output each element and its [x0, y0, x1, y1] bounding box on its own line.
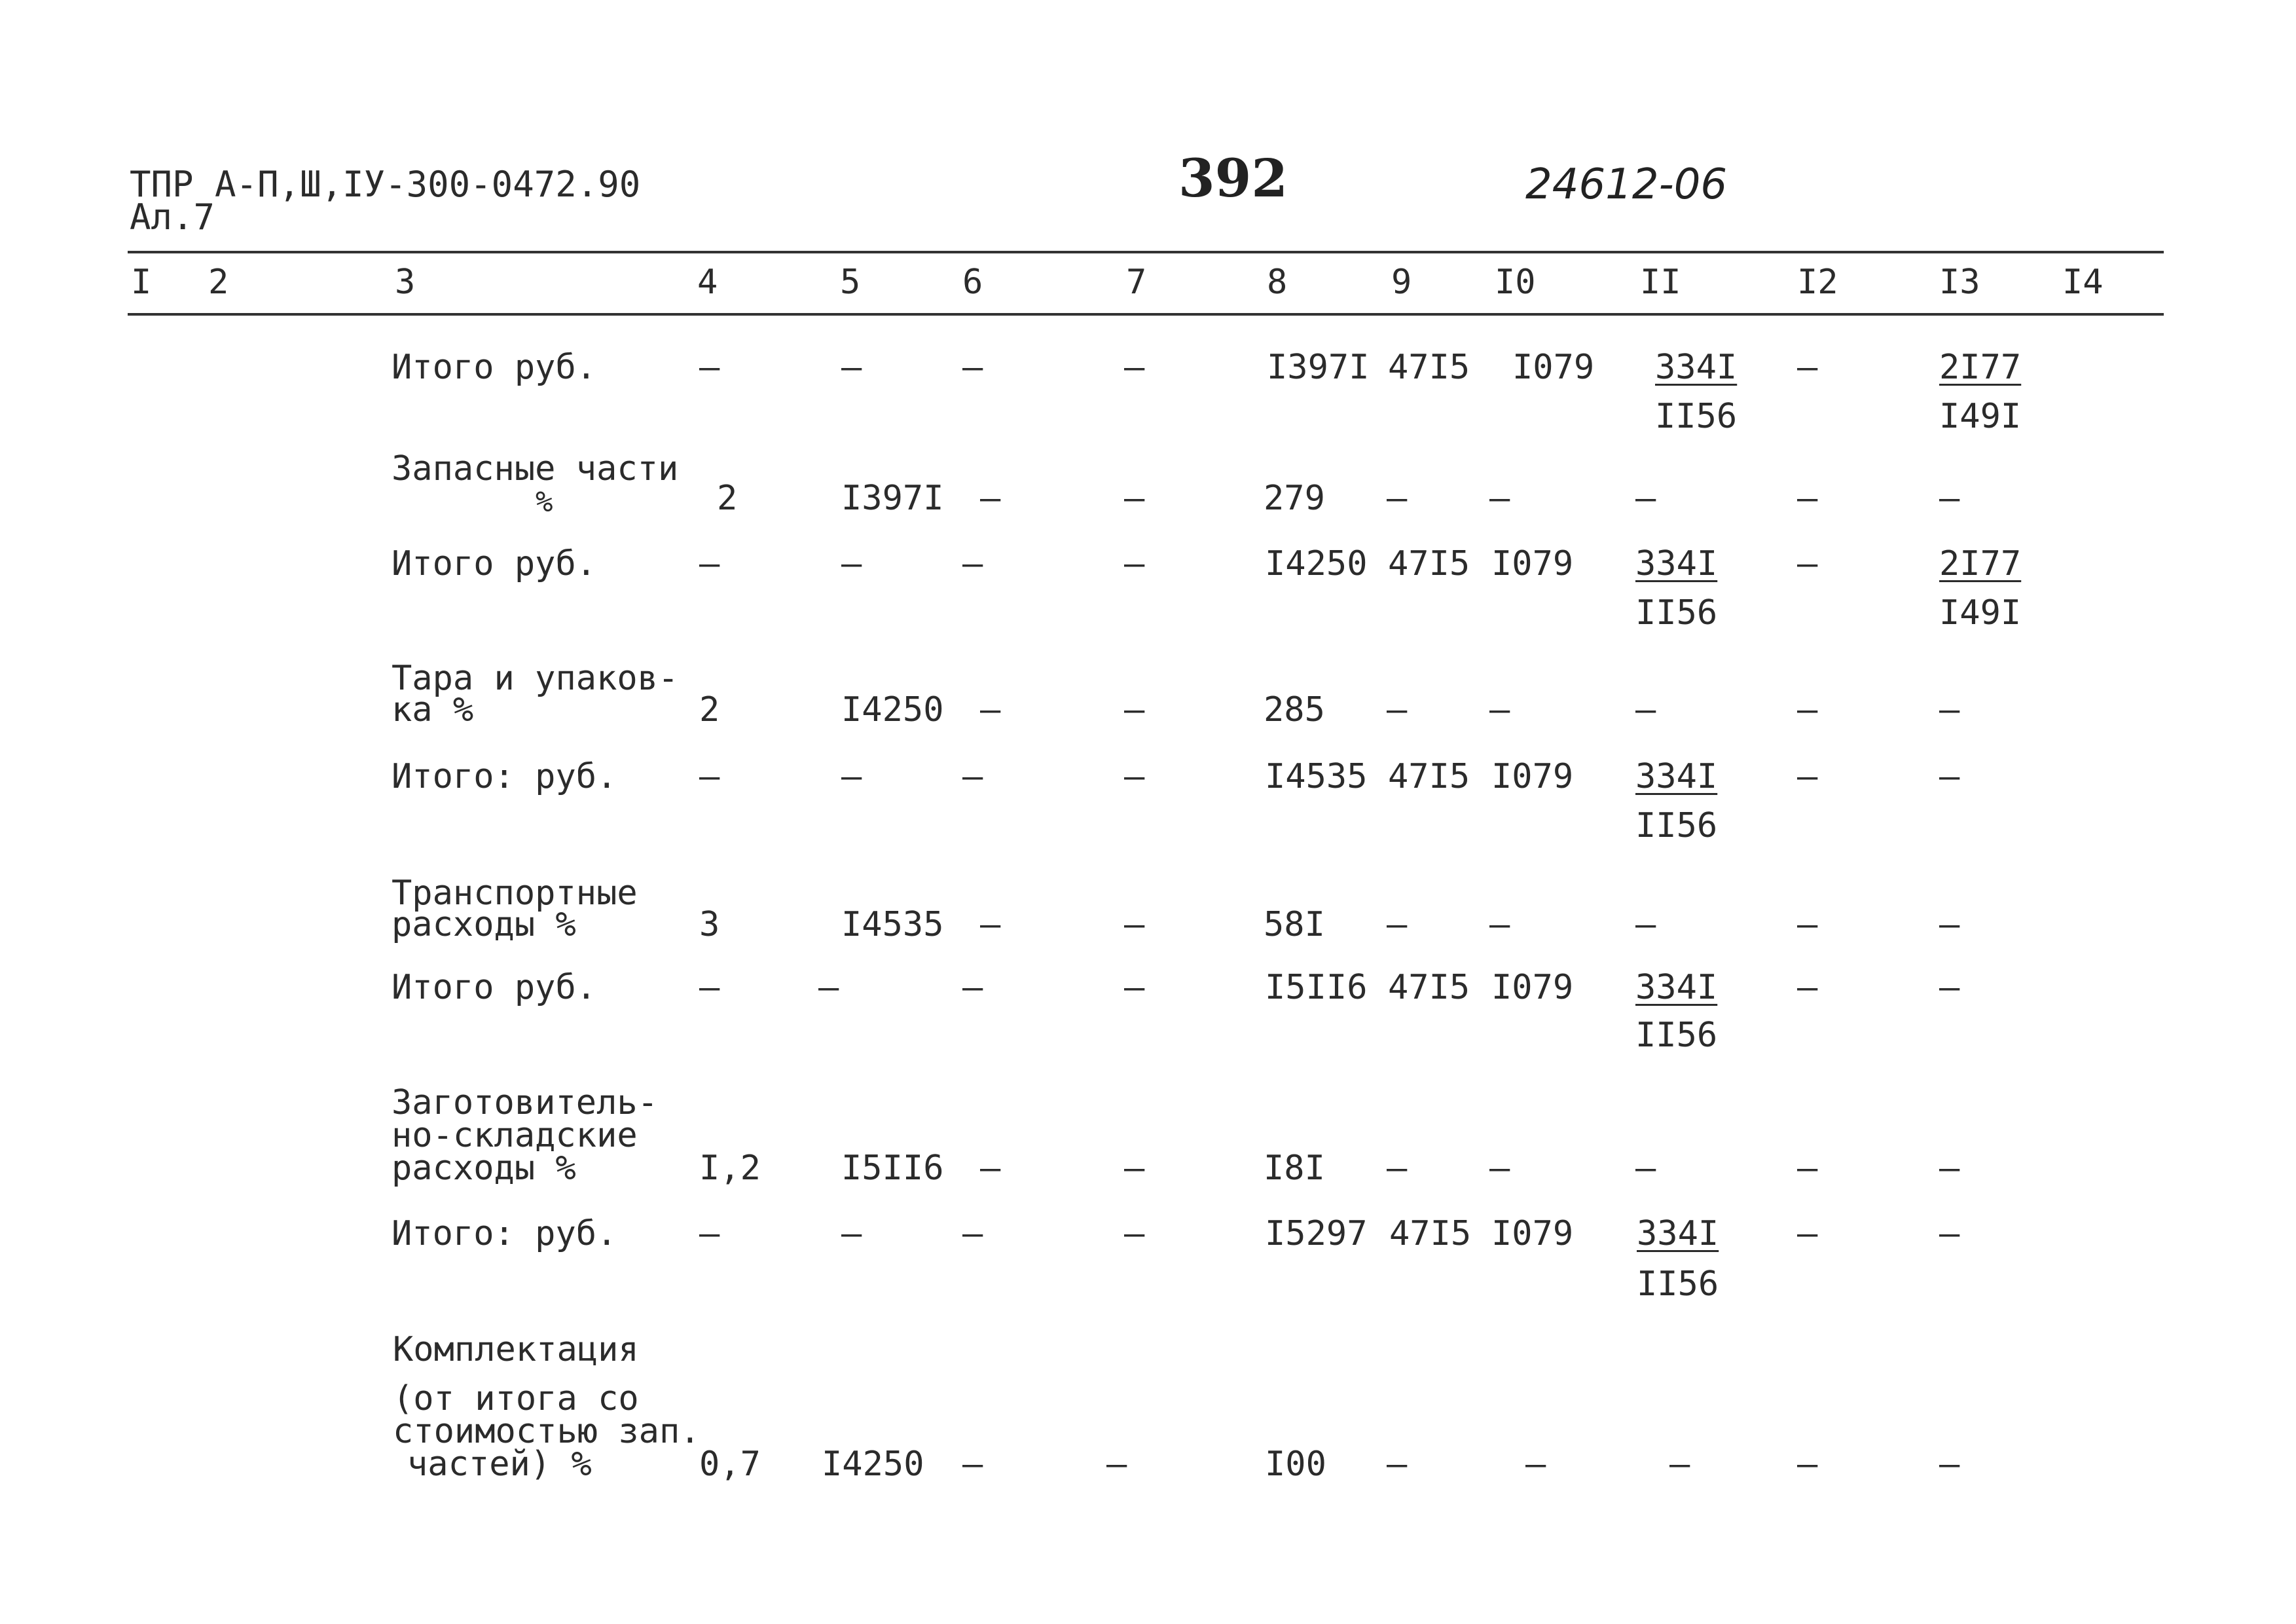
cell-col11-bottom: II56 [1635, 1016, 1718, 1055]
cell-col6: – [962, 544, 983, 583]
cell-col6: – [962, 348, 983, 387]
row-label-line2: (от итога со [393, 1379, 639, 1418]
row-label-unit: % [536, 485, 553, 519]
column-header: I0 [1495, 263, 1536, 302]
cell-col7: – [1106, 1445, 1127, 1484]
cell-col7: – [1124, 544, 1145, 583]
cell-col11: – [1635, 1149, 1656, 1188]
cell-col8: I4535 [1265, 757, 1368, 796]
cell-col11-bottom: II56 [1655, 397, 1738, 436]
cell-col8: I5II6 [1265, 968, 1368, 1007]
row-label-line4: частей) % [407, 1445, 592, 1484]
row-label-line2: но-складские [392, 1116, 638, 1155]
cell-col9: – [1387, 1149, 1408, 1188]
cell-col7: – [1124, 1149, 1145, 1188]
cell-col12: – [1797, 544, 1818, 583]
column-header: II [1640, 263, 1681, 302]
cell-col10: I079 [1491, 968, 1574, 1007]
cell-col4: – [699, 544, 720, 583]
row-label: Транспортные [392, 874, 638, 913]
column-header: 4 [697, 263, 718, 302]
cell-col9: 47I5 [1388, 968, 1470, 1007]
cell-col5: – [841, 757, 862, 796]
cell-col7: – [1124, 757, 1145, 796]
cell-col6: – [980, 690, 1001, 729]
cell-col13-bottom: I49I [1939, 593, 2022, 633]
cell-col11: – [1669, 1445, 1690, 1484]
cell-col11: – [1635, 479, 1656, 518]
cell-col7: – [1124, 968, 1145, 1007]
cell-col4: 2 [717, 479, 738, 518]
cell-col6: – [980, 1149, 1001, 1188]
cell-col5: I4250 [822, 1445, 924, 1484]
cell-col13: – [1939, 905, 1960, 944]
cell-col9: 47I5 [1389, 1214, 1472, 1253]
cell-col11-top: 334I [1635, 968, 1718, 1007]
cell-col10: I079 [1491, 757, 1574, 796]
cell-col13: – [1939, 1214, 1960, 1253]
sheet-label: Ал.7 [130, 196, 215, 238]
cell-col9: – [1387, 479, 1408, 518]
cell-col7: – [1124, 690, 1145, 729]
cell-col10: I079 [1491, 1214, 1574, 1253]
cell-col9: 47I5 [1388, 544, 1470, 583]
cell-col6: – [962, 757, 983, 796]
cell-col4: 0,7 [699, 1445, 761, 1484]
cell-col12: – [1797, 1149, 1818, 1188]
column-header: I3 [1939, 263, 1980, 302]
column-header: 6 [962, 263, 983, 302]
column-header: I4 [2062, 263, 2104, 302]
cell-col7: – [1124, 479, 1145, 518]
cell-col10: – [1489, 479, 1510, 518]
row-label: Тара и упаков- [392, 659, 679, 698]
cell-col12: – [1797, 757, 1818, 796]
cell-col10: – [1489, 1149, 1510, 1188]
column-header: 2 [208, 263, 229, 302]
cell-col8: 58I [1264, 905, 1325, 944]
column-header: I [131, 263, 152, 302]
column-header: 3 [395, 263, 416, 302]
cell-col11-top: 334I [1635, 544, 1718, 583]
cell-col13-bottom: I49I [1939, 397, 2022, 436]
cell-col12: – [1797, 690, 1818, 729]
cell-col4: – [699, 348, 720, 387]
cell-col5: I397I [841, 479, 944, 518]
cell-col11-bottom: II56 [1635, 806, 1718, 845]
cell-col11: – [1635, 690, 1656, 729]
cell-col8: 279 [1264, 479, 1325, 518]
cell-col10: – [1525, 1445, 1546, 1484]
document-code: ТПР А-П,Ш,IУ-300-0472.90 [130, 164, 641, 205]
cell-col7: – [1124, 1214, 1145, 1253]
cell-col11-top: 334I [1637, 1214, 1719, 1253]
cell-col8: I00 [1265, 1445, 1326, 1484]
row-label-line2: ка % [392, 690, 474, 729]
cell-col13-top: 2I77 [1939, 348, 2022, 387]
row-label-line3: расходы % [392, 1149, 576, 1188]
row-label: Итого: руб. [392, 757, 617, 796]
cell-col11-top: 334I [1655, 348, 1738, 387]
cell-col10: I079 [1512, 348, 1595, 387]
cell-col12: – [1797, 348, 1818, 387]
cell-col4: 2 [699, 690, 720, 729]
row-label: Итого руб. [392, 348, 597, 387]
row-label: Итого руб. [392, 544, 597, 583]
cell-col4: – [699, 968, 720, 1007]
row-label: Итого: руб. [392, 1214, 617, 1253]
column-header: 8 [1267, 263, 1288, 302]
cell-col12: – [1797, 1214, 1818, 1253]
cell-col6: – [962, 968, 983, 1007]
cell-col6: – [980, 479, 1001, 518]
cell-col12: – [1797, 968, 1818, 1007]
cell-col5: – [818, 968, 839, 1007]
cell-col5: I5II6 [841, 1149, 944, 1188]
header-bottom-rule [128, 313, 2164, 316]
cell-col4: – [699, 1214, 720, 1253]
cell-col11: – [1635, 905, 1656, 944]
cell-col6: – [962, 1445, 983, 1484]
row-label-line3: стоимостью зап. [393, 1412, 701, 1451]
cell-col8: I8I [1264, 1149, 1325, 1188]
cell-col11-top: 334I [1635, 757, 1718, 796]
column-header: 9 [1391, 263, 1412, 302]
top-rule [128, 251, 2164, 253]
cell-col5: – [841, 544, 862, 583]
cell-col13-top: 2I77 [1939, 544, 2022, 583]
column-header: 5 [840, 263, 861, 302]
row-label: Запасные части [392, 449, 679, 489]
cell-col13: – [1939, 690, 1960, 729]
cell-col6: – [980, 905, 1001, 944]
cell-col10: – [1489, 690, 1510, 729]
cell-col11-bottom: II56 [1635, 593, 1718, 633]
cell-col7: – [1124, 348, 1145, 387]
row-label: Итого руб. [392, 968, 597, 1007]
row-label: Заготовитель- [392, 1083, 658, 1122]
cell-col5: I4250 [841, 690, 944, 729]
page-number: 392 [1178, 147, 1288, 209]
cell-col11-bottom: II56 [1637, 1264, 1719, 1304]
cell-col13: – [1939, 757, 1960, 796]
cell-col4: 3 [699, 905, 720, 944]
cell-col9: 47I5 [1388, 757, 1470, 796]
cell-col12: – [1797, 905, 1818, 944]
cell-col9: 47I5 [1388, 348, 1470, 387]
cell-col10: – [1489, 905, 1510, 944]
cell-col9: – [1387, 1445, 1408, 1484]
cell-col8: I4250 [1265, 544, 1368, 583]
column-header: 7 [1126, 263, 1147, 302]
cell-col12: – [1797, 1445, 1818, 1484]
cell-col9: – [1387, 905, 1408, 944]
cell-col10: I079 [1491, 544, 1574, 583]
cell-col8: I5297 [1265, 1214, 1368, 1253]
handwritten-number: 24612-06 [1525, 160, 1728, 209]
cell-col6: – [962, 1214, 983, 1253]
cell-col7: – [1124, 905, 1145, 944]
cell-col8: I397I [1267, 348, 1370, 387]
cell-col5: – [841, 348, 862, 387]
cell-col4: I,2 [699, 1149, 761, 1188]
cell-col5: I4535 [841, 905, 944, 944]
row-label-line2: расходы % [392, 905, 576, 944]
cell-col13: – [1939, 479, 1960, 518]
cell-col13: – [1939, 1445, 1960, 1484]
cell-col4: – [699, 757, 720, 796]
cell-col12: – [1797, 479, 1818, 518]
column-header: I2 [1797, 263, 1838, 302]
cell-col13: – [1939, 1149, 1960, 1188]
cell-col13: – [1939, 968, 1960, 1007]
row-label: Комплектация [393, 1330, 639, 1369]
cell-col5: – [841, 1214, 862, 1253]
cell-col9: – [1387, 690, 1408, 729]
cell-col8: 285 [1264, 690, 1325, 729]
